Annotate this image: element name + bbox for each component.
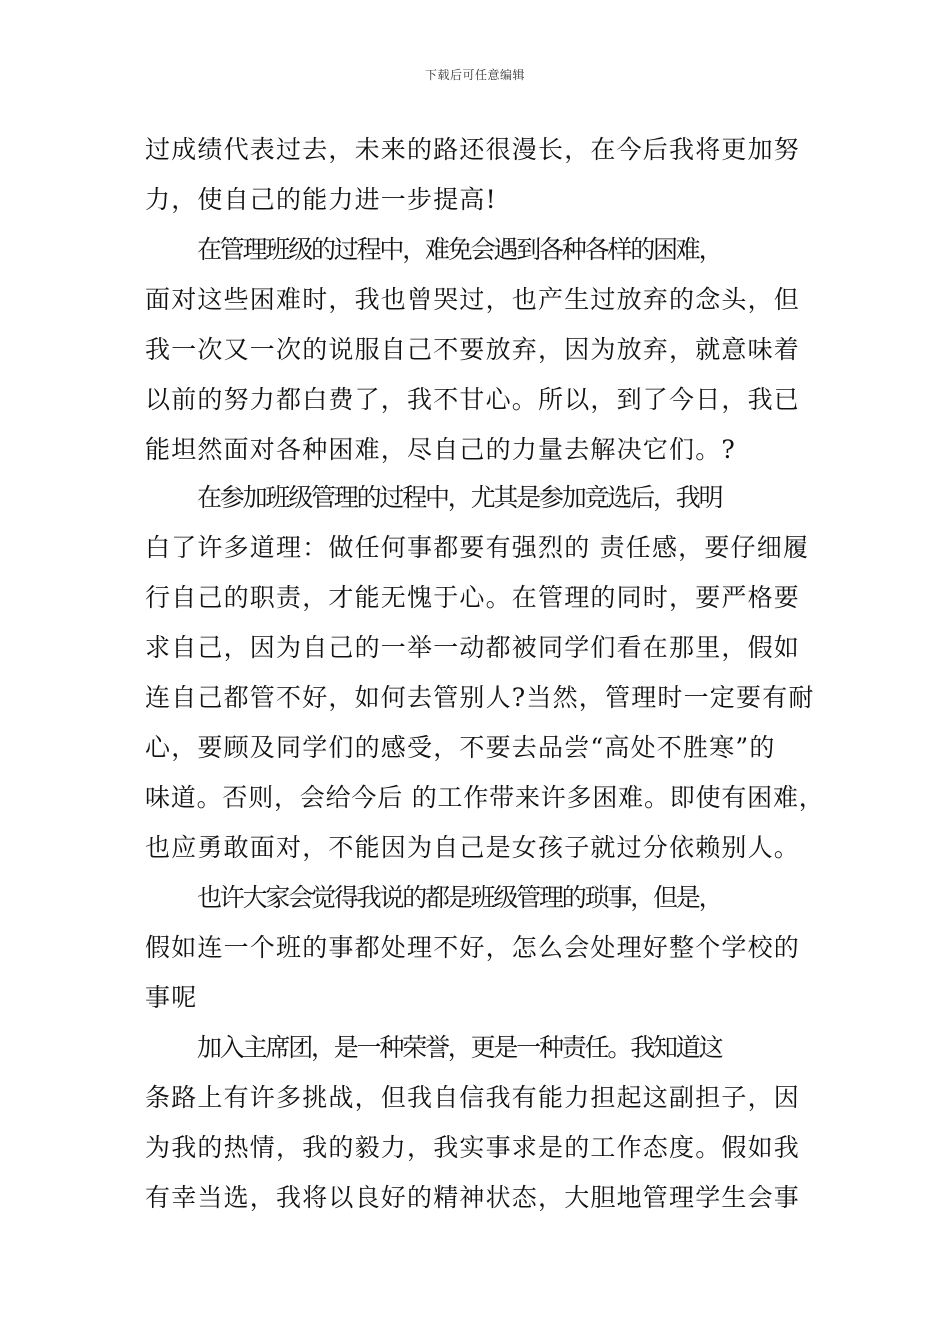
paragraph-start-line: 在参加班级管理的过程中，尤其是参加竞选后，我明: [197, 483, 722, 512]
text-line: 能坦然面对各种困难，尽自己的力量去解决它们。?: [145, 435, 737, 464]
text-line: 以前的努力都白费了，我不甘心。所以，到了今日，我已: [145, 385, 801, 414]
text-line: 为我的热情，我的毅力，我实事求是的工作态度。假如我: [145, 1133, 801, 1162]
text-line: 过成绩代表过去，未来的路还很漫长，在今后我将更加努: [145, 135, 801, 164]
text-line: 求自己，因为自己的一举一动都被同学们看在那里，假如: [145, 633, 801, 662]
text-line: 也应勇敢面对，不能因为自己是女孩子就过分依赖别人。: [145, 833, 801, 862]
paragraph-start-line: 也许大家会觉得我说的都是班级管理的琐事，但是，: [197, 883, 722, 912]
paragraph-start-line: 在管理班级的过程中，难免会遇到各种各样的困难，: [197, 235, 722, 264]
text-line: 味道。否则，会给今后 的工作带来许多困难。即使有困难，: [145, 783, 825, 812]
text-line: 连自己都管不好，如何去管别人?当然，管理时一定要有耐: [145, 683, 815, 712]
text-line: 白了许多道理：做任何事都要有强烈的 责任感，要仔细履: [145, 533, 810, 562]
text-line: 条路上有许多挑战，但我自信我有能力担起这副担子，因: [145, 1083, 801, 1112]
text-line: 有幸当选，我将以良好的精神状态，大胆地管理学生会事: [145, 1183, 801, 1212]
paragraph-start-line: 加入主席团，是一种荣誉，更是一种责任。我知道这: [197, 1033, 722, 1062]
text-line: 力，使自己的能力进一步提高!: [145, 185, 497, 214]
text-line: 心，要顾及同学们的感受，不要去品尝“高处不胜寒”的: [145, 733, 776, 762]
text-line: 行自己的职责，才能无愧于心。在管理的同时，要严格要: [145, 583, 801, 612]
text-line: 我一次又一次的说服自己不要放弃，因为放弃，就意味着: [145, 335, 801, 364]
text-line: 假如连一个班的事都处理不好，怎么会处理好整个学校的: [145, 933, 801, 962]
text-line: 面对这些困难时，我也曾哭过，也产生过放弃的念头，但: [145, 285, 801, 314]
page-header: 下载后可任意编辑: [424, 68, 525, 82]
text-line: 事呢: [145, 983, 198, 1012]
